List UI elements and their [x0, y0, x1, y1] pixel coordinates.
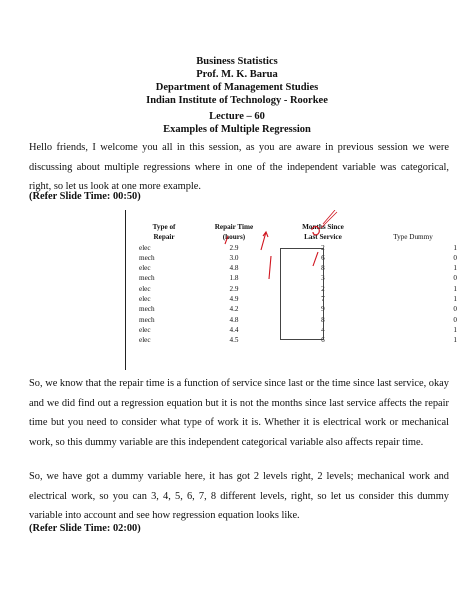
- dummy-variable-paragraph: So, we have got a dummy variable here, it has got 2 levels right, 2 levels; mechanical work and electrical work, so you can 3, 4, 5, 6, 7, 8 different levels, right, so let us consider this dummy variable into account and see how regression equation looks like.: [29, 471, 449, 522]
- cell-repair-time: 2.9: [229, 243, 239, 252]
- cell-type-of-repair: elec: [139, 284, 151, 293]
- cell-months-since-service: 3: [321, 274, 325, 283]
- dummy-column-highlight-box: [280, 248, 324, 340]
- cell-type-dummy: 0: [453, 253, 457, 262]
- cell-type-dummy: 1: [453, 284, 457, 293]
- instructor-name: Prof. M. K. Barua: [196, 69, 278, 80]
- slide-time-reference-2: (Refer Slide Time: 02:00): [29, 523, 141, 534]
- cell-type-dummy: 1: [453, 243, 457, 252]
- slide-left-border: [125, 210, 126, 370]
- cell-type-of-repair: mech: [139, 274, 155, 283]
- cell-type-of-repair: mech: [139, 315, 155, 324]
- slide-time-reference: (Refer Slide Time: 00:50): [29, 191, 141, 202]
- cell-repair-time: 4.4: [229, 325, 239, 334]
- cell-type-dummy: 0: [453, 305, 457, 314]
- cell-type-of-repair: elec: [139, 336, 151, 345]
- header-repair-time: Repair Time (hours): [214, 223, 254, 242]
- cell-months-since-service: 6: [321, 253, 325, 262]
- cell-type-dummy: 1: [453, 336, 457, 345]
- department-name: Department of Management Studies: [155, 82, 319, 93]
- cell-repair-time: 4.2: [229, 305, 239, 314]
- header-type-dummy: Type Dummy: [393, 233, 433, 242]
- cell-months-since-service: 8: [321, 264, 325, 273]
- cell-months-since-service: 8: [321, 315, 325, 324]
- cell-type-of-repair: elec: [139, 243, 151, 252]
- institute-name: Indian Institute of Technology - Roorkee: [146, 95, 328, 106]
- cell-type-of-repair: elec: [139, 264, 151, 273]
- lecture-title: Examples of Multiple Regression: [163, 124, 311, 135]
- header-months-since-service: Months Since Last Service: [302, 223, 344, 242]
- cell-type-of-repair: elec: [139, 295, 151, 304]
- cell-months-since-service: 6: [321, 336, 325, 345]
- cell-months-since-service: 2: [321, 243, 325, 252]
- cell-type-dummy: 1: [453, 325, 457, 334]
- cell-repair-time: 4.8: [229, 264, 239, 273]
- cell-months-since-service: 4: [321, 325, 325, 334]
- document-header: [0, 55, 474, 107]
- lecture-heading: [0, 110, 474, 136]
- cell-months-since-service: 9: [321, 305, 325, 314]
- header-type-of-repair: Type of Repair: [152, 223, 176, 242]
- lecture-number: Lecture – 60: [209, 111, 265, 122]
- course-title: Business Statistics: [196, 56, 278, 67]
- cell-type-dummy: 0: [453, 315, 457, 324]
- cell-repair-time: 4.9: [229, 295, 239, 304]
- intro-paragraph: Hello friends, I welcome you all in this session, as you are aware in previous session we were discussing about multiple regressions where in one of the independent variable was categorical, right, so let us look at one more example.: [29, 142, 449, 193]
- cell-repair-time: 4.8: [229, 315, 239, 324]
- cell-type-of-repair: elec: [139, 325, 151, 334]
- explanation-paragraph: So, we know that the repair time is a function of service since last or the time since last service, okay and we did find out a regression equation but it is not the months since last service affects the repair time but you need to consider what type of work it is. Whether it is electrical work or mechanical work, so this dummy variable are this independent categorical variable also affects repair time.: [29, 378, 449, 448]
- cell-months-since-service: 7: [321, 295, 325, 304]
- cell-repair-time: 1.8: [229, 274, 239, 283]
- cell-months-since-service: 2: [321, 284, 325, 293]
- cell-type-of-repair: mech: [139, 253, 155, 262]
- table-header-row: [137, 222, 457, 243]
- cell-type-dummy: 1: [453, 295, 457, 304]
- cell-type-of-repair: mech: [139, 305, 155, 314]
- cell-type-dummy: 0: [453, 274, 457, 283]
- cell-repair-time: 3.0: [229, 253, 239, 262]
- cell-repair-time: 2.9: [229, 284, 239, 293]
- cell-repair-time: 4.5: [229, 336, 239, 345]
- cell-type-dummy: 1: [453, 264, 457, 273]
